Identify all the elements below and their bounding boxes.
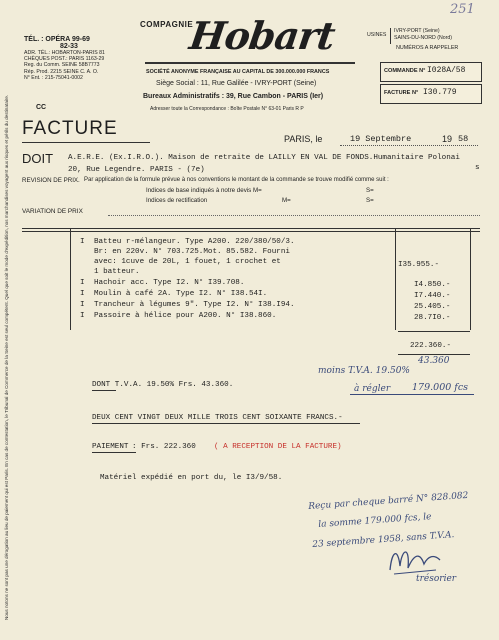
title-rule bbox=[22, 142, 150, 143]
indices-rect-s: S= bbox=[366, 197, 374, 204]
item-desc: Passoire à hélice pour A200. N° I38.860. bbox=[94, 312, 277, 320]
siege-social: Siège Social : 11, Rue Galilée - IVRY-PORT (Seine) bbox=[156, 80, 317, 87]
shipping-note: Matériel expédié en port du, le I3/9/58. bbox=[100, 474, 283, 482]
telegraph-address: ADR. TÉL.: HOBARTON-PARIS 81 bbox=[24, 50, 105, 56]
item-desc: 1 batteur. bbox=[94, 268, 140, 276]
letterhead-left bbox=[24, 36, 105, 81]
item-desc: Moulin à café 2A. Type I2. N° I38.54I. bbox=[94, 290, 268, 298]
tva-handwritten: 43.360 bbox=[418, 356, 450, 366]
revision-text: Par application de la formule prévue à nos conventions le montant de la commande se trouve modifié comme suit : bbox=[84, 177, 389, 183]
adresser: Adresser toute la Correspondance : Boîte Postale N° 63-01 Paris R P bbox=[150, 106, 304, 112]
amount-column-rule-2 bbox=[470, 228, 471, 330]
date-rule bbox=[340, 145, 478, 147]
commande-box bbox=[380, 62, 482, 82]
handwritten-regler: à régler bbox=[354, 384, 391, 394]
legal-sidebar-note: Nous notons ne sont pas une dérogation au lieu de paiement qui est Paris. En cas de contestation, le Tribunal de Commerce de la Seine est seul compétent. Quel que soit le mode d'expédition, nos marchandises voyagent aux risques et périls du destinataire. bbox=[4, 94, 9, 620]
variation-label: VARIATION DE PRIX bbox=[22, 208, 83, 215]
item-amount: 28.7I0.- bbox=[414, 314, 451, 322]
item-qty: I bbox=[80, 238, 85, 246]
numeros-rappeler: NUMÉROS A RAPPELER bbox=[396, 45, 459, 51]
dont-tva: DONT T.V.A. 19.50% Frs. 43.360. bbox=[92, 381, 234, 389]
indices-base-s: S= bbox=[366, 187, 374, 194]
cc-mark: CC bbox=[36, 104, 47, 111]
item-desc: avec: 1cuve de 20L, 1 fouet, 1 crochet et bbox=[94, 258, 281, 266]
item-desc: Hachoir acc. Type I2. N° I39.708. bbox=[94, 279, 245, 287]
item-qty: I bbox=[80, 279, 85, 287]
total-amount: 222.360.- bbox=[410, 342, 452, 350]
item-amount: I4.850.- bbox=[414, 281, 451, 289]
cheques-postaux: CHÈQUES POST.: PARIS 1163-29 bbox=[24, 56, 105, 63]
facture-number: I30.779 bbox=[423, 88, 457, 97]
paiement-value: : Frs. 222.360 bbox=[132, 443, 196, 451]
indices-base: Indices de base indiqués à notre devis M= bbox=[146, 187, 262, 194]
handwritten-regler-amount: 179.000 fcs bbox=[412, 382, 469, 393]
usine-ivry: IVRY-PORT (Seine) bbox=[394, 28, 440, 34]
paiement-terms: ( A RECEPTION DE LA FACTURE) bbox=[214, 443, 342, 451]
rep-prod: Rép. Prod. 2215 SEINE C. A. O. bbox=[24, 68, 99, 75]
usines-divider bbox=[390, 28, 391, 44]
amount-column-rule bbox=[395, 228, 396, 330]
company-label: COMPAGNIE bbox=[140, 20, 194, 29]
hobart-logo: Hobart bbox=[186, 13, 338, 58]
amount-in-words: DEUX CENT VINGT DEUX MILLE TROIS CENT SOIXANTE FRANCS.- bbox=[92, 414, 343, 422]
item-qty: I bbox=[80, 290, 85, 298]
doit-label: DOIT bbox=[22, 151, 54, 166]
handwritten-paid-2: la somme 179.000 fcs, le bbox=[318, 512, 432, 530]
societe: SOCIÉTÉ ANONYME FRANÇAISE AU CAPITAL DE 300.000.000 FRANCS bbox=[146, 69, 330, 75]
numero-entreprise: N° Ent. : 215-75041-0002 bbox=[24, 74, 83, 81]
item-desc: Trancheur à légumes 9". Type I2. N° I38.I94. bbox=[94, 301, 295, 309]
item-amount: I35.955.- bbox=[398, 261, 440, 269]
revision-label: REVISION DE PRIX. bbox=[22, 177, 80, 184]
signature-name: trésorier bbox=[416, 574, 457, 584]
phone: TÉL. : OPÉRA 99-69 bbox=[24, 36, 90, 43]
paiement-underline bbox=[92, 452, 136, 453]
indices-rectification: Indices de rectification bbox=[146, 197, 208, 204]
bureaux: Bureaux Administratifs : 39, Rue Cambon - PARIS (Ier) bbox=[143, 93, 324, 100]
table-top-rule-2 bbox=[22, 231, 480, 232]
total-rule bbox=[398, 331, 470, 332]
regler-line bbox=[350, 394, 474, 395]
date-year: 58 bbox=[458, 134, 469, 144]
phone-2: 82-33 bbox=[60, 43, 78, 50]
date-place: PARIS, le bbox=[284, 134, 323, 144]
client-name-end: s bbox=[475, 164, 480, 172]
facture-box bbox=[380, 84, 482, 104]
paiement-label: PAIEMENT bbox=[92, 443, 129, 451]
item-qty: I bbox=[80, 301, 85, 309]
item-amount: I7.440.- bbox=[414, 292, 451, 300]
item-qty: I bbox=[80, 312, 85, 320]
item-desc: Batteu r-mélangeur. Type A200. 220/380/50/3. bbox=[94, 238, 295, 246]
commande-label: COMMANDE N° bbox=[384, 68, 426, 74]
facture-label: FACTURE N° bbox=[384, 90, 419, 96]
usines-label: USINES bbox=[367, 32, 387, 38]
client-address: 20, Rue Legendre. PARIS - (7e) bbox=[68, 166, 205, 174]
words-underline bbox=[92, 423, 360, 424]
qty-column-rule bbox=[70, 228, 71, 330]
variation-rule bbox=[108, 215, 480, 216]
logo-underline bbox=[145, 62, 355, 64]
commande-number: I028A/58 bbox=[427, 66, 466, 75]
item-amount: 25.405.- bbox=[414, 303, 451, 311]
dont-underline bbox=[92, 390, 116, 391]
invoice-title: FACTURE bbox=[22, 118, 118, 139]
handwritten-tva-note: moins T.V.A. 19.50% bbox=[318, 366, 410, 376]
client-name: A.E.R.E. (Ex.I.R.O.). Maison de retraite de LAILLY EN VAL DE FONDS.Humanitaire Polonai bbox=[68, 154, 460, 162]
date-year-prefix: 19 bbox=[442, 134, 453, 144]
registre-commerce: Reg. du Comm. SEINE 58B7773 bbox=[24, 62, 100, 69]
handwritten-paid-3: 23 septembre 1958, sans T.V.A. bbox=[312, 530, 455, 550]
handwritten-paid-1: Reçu par cheque barré N° 828.082 bbox=[308, 490, 469, 512]
item-desc: Br: en 220v. N° 703.725.Mot. 85.582. Fourni bbox=[94, 248, 290, 256]
table-top-rule bbox=[22, 228, 480, 229]
usine-sains: SAINS-DU-NORD (Nord) bbox=[394, 35, 452, 41]
total-rule-bottom bbox=[398, 354, 470, 355]
date-day-month: 19 Septembre bbox=[350, 134, 412, 144]
page-stamp: 251 bbox=[450, 2, 475, 17]
indices-rect-m: M= bbox=[282, 197, 291, 204]
